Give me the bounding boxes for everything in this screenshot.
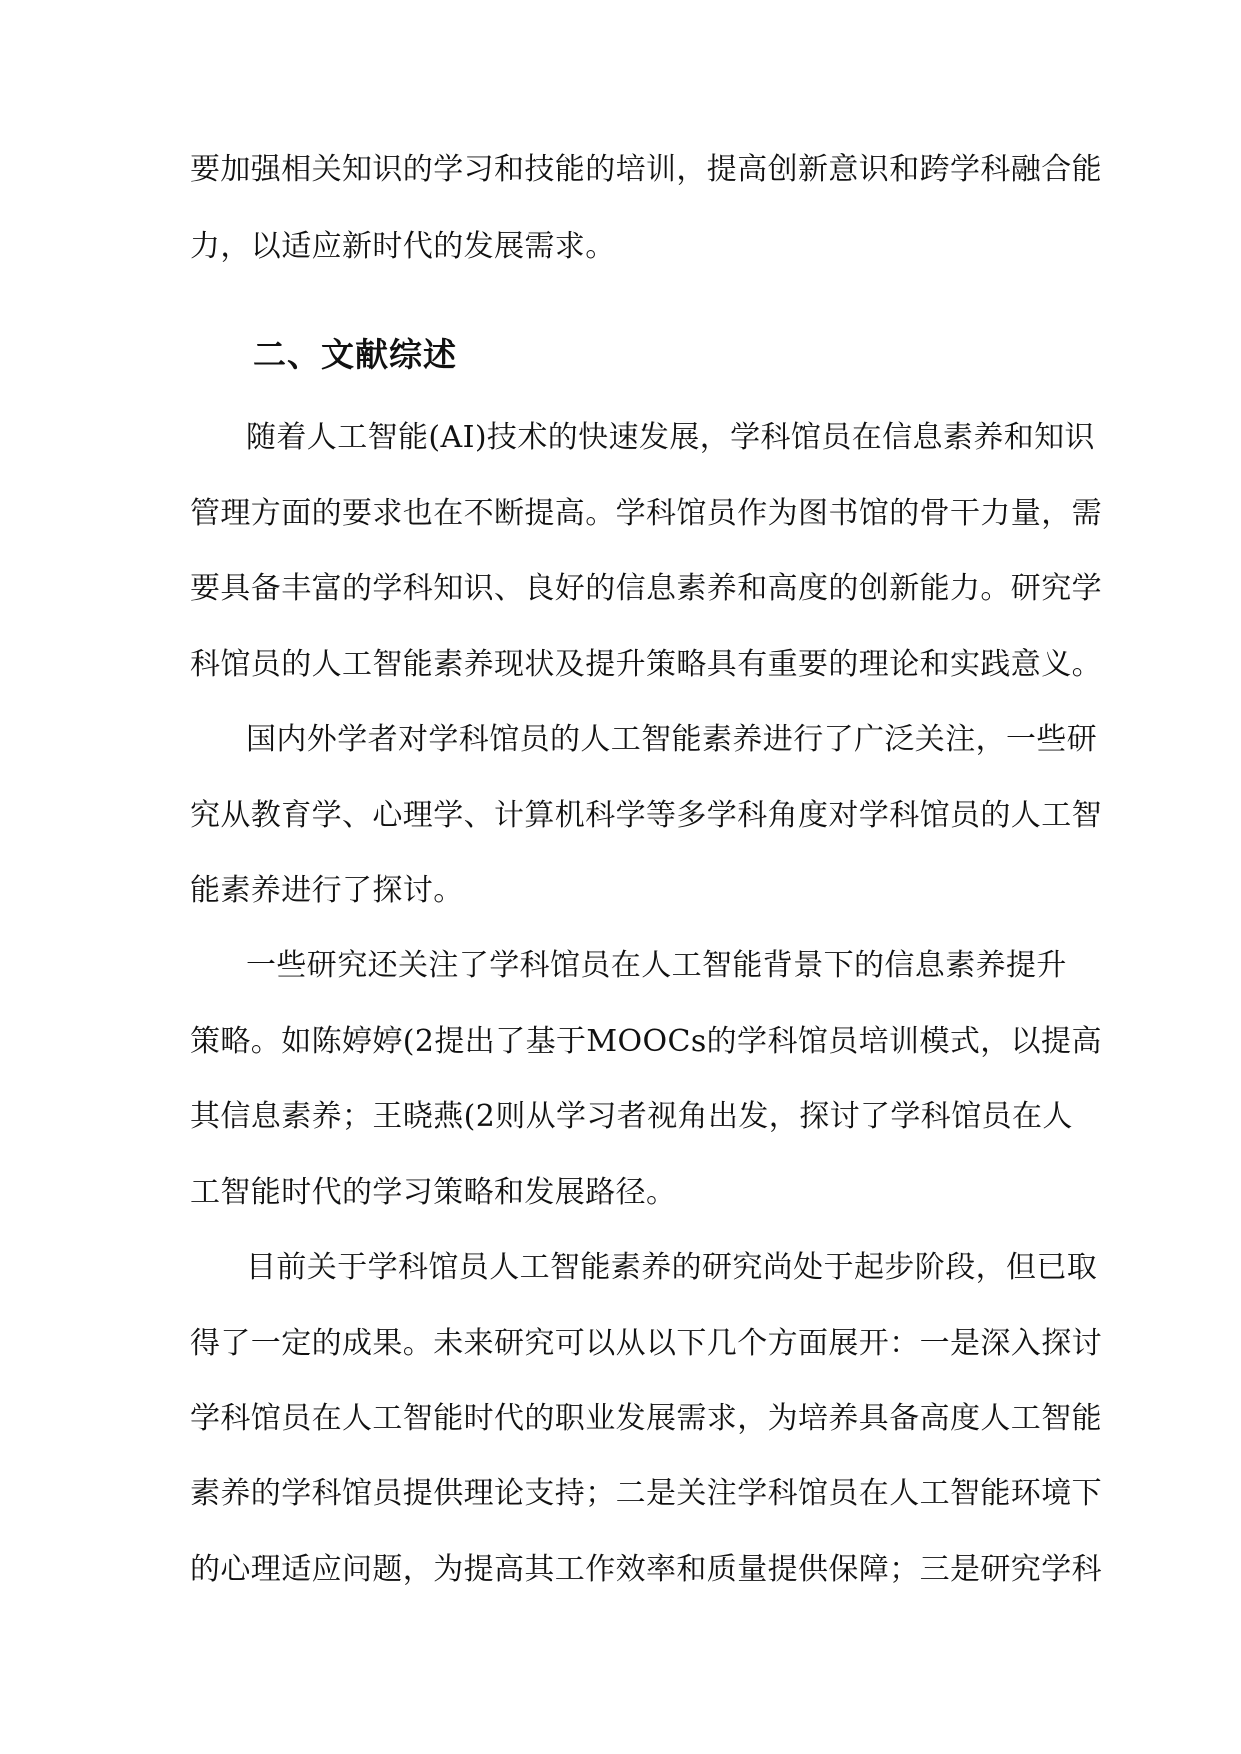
text-line: 得了一定的成果。未来研究可以从以下几个方面展开：一是深入探讨 (190, 1326, 1102, 1361)
text-line: 素养的学科馆员提供理论支持；二是关注学科馆员在人工智能环境下 (190, 1476, 1102, 1511)
text-line: 要加强相关知识的学习和技能的培训，提高创新意识和跨学科融合能 (190, 152, 1102, 187)
text-line: 科馆员的人工智能素养现状及提升策略具有重要的理论和实践意义。 (190, 647, 1102, 682)
text-line: 策略。如陈婷婷(2提出了基于MOOCs的学科馆员培训模式，以提高 (190, 1024, 1102, 1059)
text-line: 究从教育学、心理学、计算机科学等多学科角度对学科馆员的人工智 (190, 798, 1102, 833)
text-line: 学科馆员在人工智能时代的职业发展需求，为培养具备高度人工智能 (190, 1401, 1102, 1436)
text-line: 其信息素养；王晓燕(2则从学习者视角出发，探讨了学科馆员在人 (190, 1099, 1073, 1134)
paragraph-first-line: 一些研究还关注了学科馆员在人工智能背景下的信息素养提升 (246, 948, 1067, 983)
paragraph-first-line: 目前关于学科馆员人工智能素养的研究尚处于起步阶段，但已取 (246, 1250, 1098, 1285)
paragraph-first-line: 随着人工智能(AI)技术的快速发展，学科馆员在信息素养和知识 (246, 420, 1095, 455)
text-line: 工智能时代的学习策略和发展路径。 (190, 1175, 677, 1210)
section-heading: 二、文献综述 (253, 335, 457, 374)
paragraph-first-line: 国内外学者对学科馆员的人工智能素养进行了广泛关注，一些研 (246, 722, 1098, 757)
text-line: 要具备丰富的学科知识、良好的信息素养和高度的创新能力。研究学 (190, 571, 1102, 606)
text-line: 的心理适应问题，为提高其工作效率和质量提供保障；三是研究学科 (190, 1552, 1102, 1587)
text-line: 管理方面的要求也在不断提高。学科馆员作为图书馆的骨干力量，需 (190, 496, 1102, 531)
text-line: 能素养进行了探讨。 (190, 873, 464, 908)
text-line: 力，以适应新时代的发展需求。 (190, 229, 616, 264)
